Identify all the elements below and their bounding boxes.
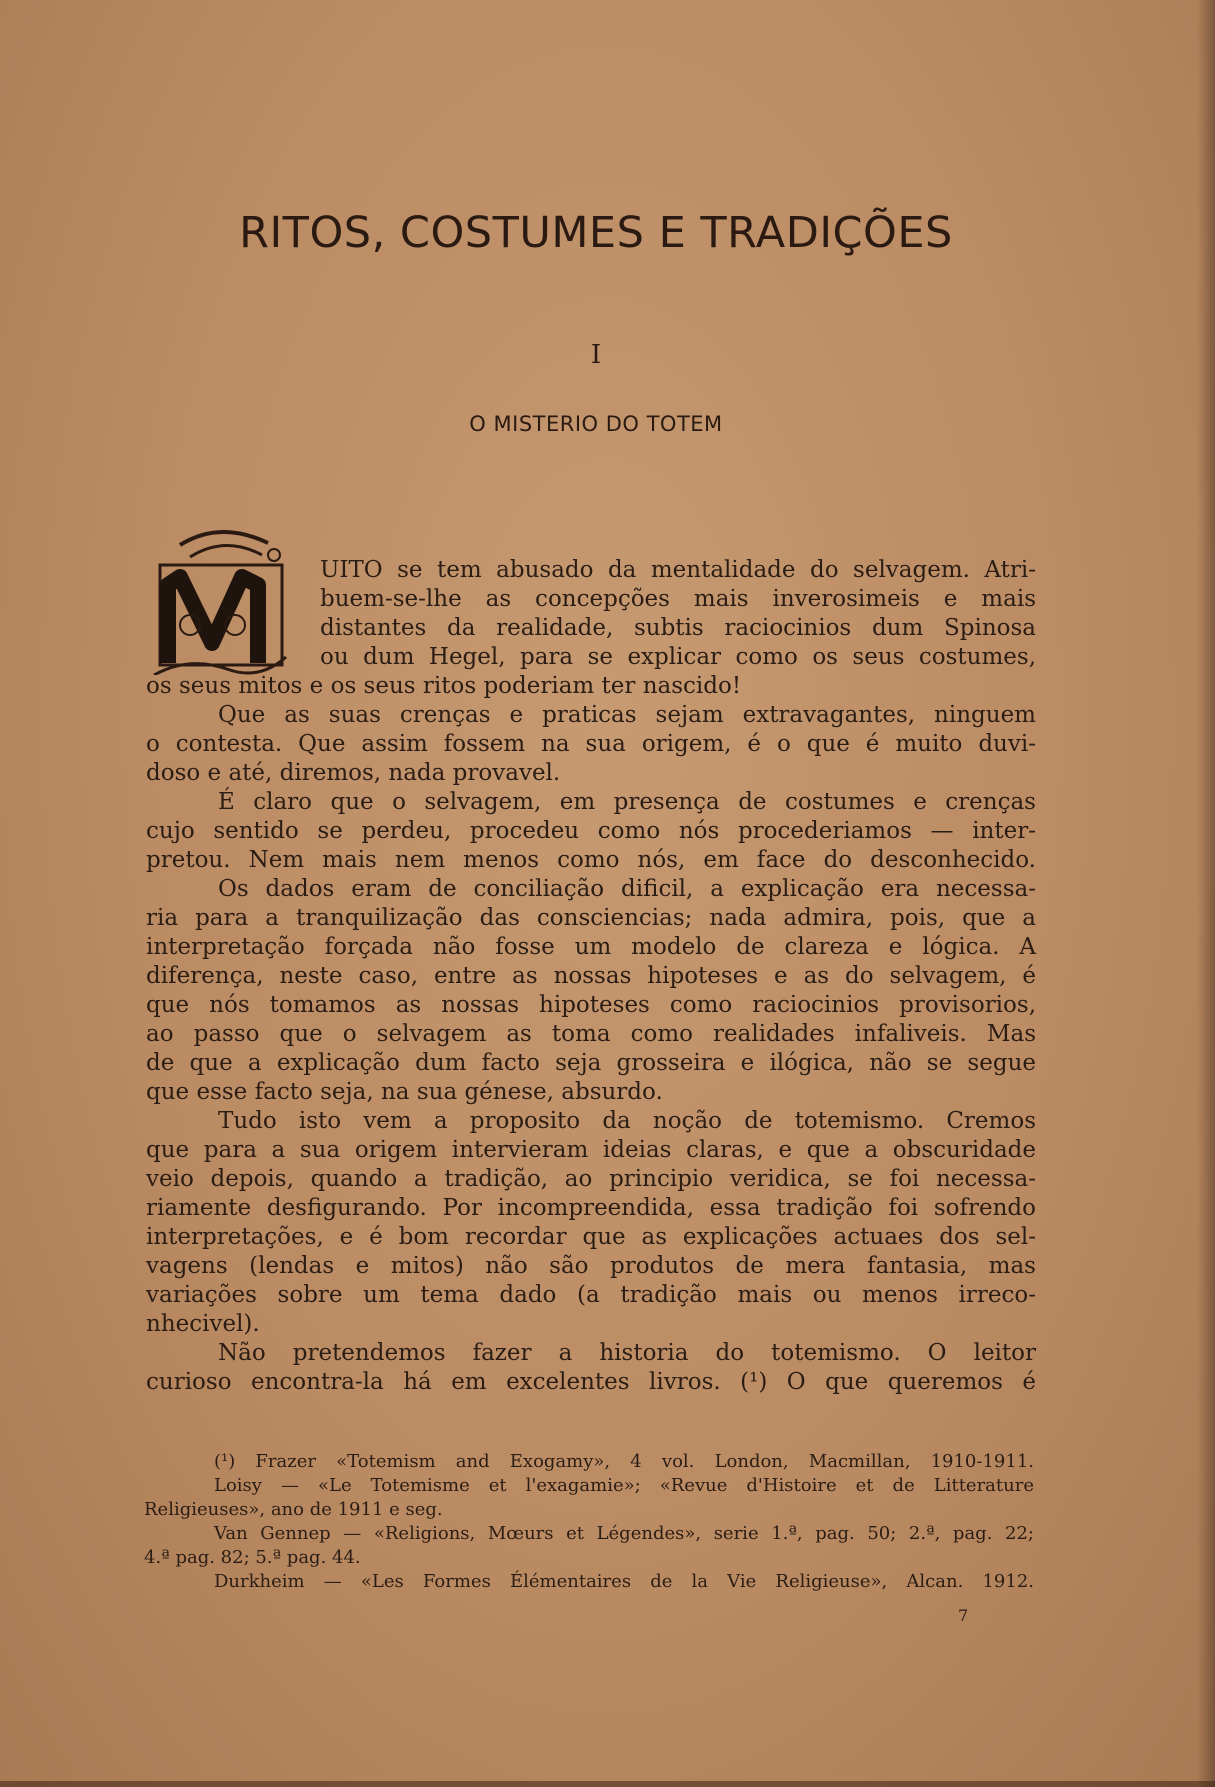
footnote-line: Religieuses», ano de 1911 e seg. [144,1499,443,1520]
body-line: veio depois, quando a tradição, ao principio veridica, se foi necessa- [146,1166,1036,1192]
body-text [146,556,1036,1397]
body-line: vagens (lendas e mitos) não são produtos de mera fantasia, mas [146,1253,1036,1279]
body-line: ao passo que o selvagem as toma como realidades infaliveis. Mas [146,1021,1036,1047]
page-number: 7 [958,1606,969,1625]
page-bottom-edge [0,1781,1215,1787]
page-title: RITOS, COSTUMES E TRADIÇÕES [239,208,953,258]
body-line: variações sobre um tema dado (a tradição mais ou menos irreco- [146,1282,1036,1308]
body-line: buem-se-lhe as concepções mais inverosimeis e mais [320,586,1036,612]
body-line: interpretações, e é bom recordar que as explicações actuaes dos sel- [146,1224,1036,1250]
footnote-line: (¹) Frazer «Totemism and Exogamy», 4 vol. London, Macmillan, 1910-1911. [214,1451,1034,1472]
body-line: ou dum Hegel, para se explicar como os seus costumes, [320,644,1036,670]
body-line: curioso encontra-la há em excelentes livros. (¹) O que queremos é [146,1369,1036,1395]
footnote-line: Loisy — «Le Totemisme et l'exagamie»; «Revue d'Histoire et de Litterature [214,1475,1034,1496]
body-line: Tudo isto vem a proposito da noção de totemismo. Cremos [218,1108,1036,1134]
body-line: que esse facto seja, na sua génese, absurdo. [146,1079,663,1105]
body-line: que nós tomamos as nossas hipoteses como raciocinios provisorios, [146,992,1036,1018]
body-line: riamente desfigurando. Por incompreendida, essa tradição foi sofrendo [146,1195,1036,1221]
body-line: diferença, neste caso, entre as nossas hipoteses e as do selvagem, é [146,963,1036,989]
body-line: Que as suas crenças e praticas sejam extravagantes, ninguem [218,702,1036,728]
body-line: nhecivel). [146,1311,260,1337]
footnotes [144,1450,1034,1594]
body-line: que para a sua origem intervieram ideias claras, e que a obscuridade [146,1137,1036,1163]
body-line: UITO se tem abusado da mentalidade do selvagem. Atri- [320,557,1036,583]
body-line: ria para a tranquilização das consciencias; nada admira, pois, que a [146,905,1036,931]
chapter-number: I [590,340,602,370]
body-line: interpretação forçada não fosse um modelo de clareza e lógica. A [146,934,1036,960]
body-line: Não pretendemos fazer a historia do totemismo. O leitor [218,1340,1036,1366]
body-line: Os dados eram de conciliação dificil, a explicação era necessa- [218,876,1036,902]
body-line: os seus mitos e os seus ritos poderiam ter nascido! [146,673,742,699]
page-edge-shadow [1197,0,1215,1787]
body-line: distantes da realidade, subtis raciocinios dum Spinosa [320,615,1036,641]
body-line: doso e até, diremos, nada provavel. [146,760,561,786]
footnote-line: 4.ª pag. 82; 5.ª pag. 44. [144,1547,361,1568]
body-line: pretou. Nem mais nem menos como nós, em face do desconhecido. [146,847,1036,873]
body-line: o contesta. Que assim fossem na sua origem, é o que é muito duvi- [146,731,1036,757]
footnote-line: Van Gennep — «Religions, Mœurs et Légendes», serie 1.ª, pag. 50; 2.ª, pag. 22; [214,1523,1034,1544]
body-line: cujo sentido se perdeu, procedeu como nós procederiamos — inter- [146,818,1036,844]
body-line: É claro que o selvagem, em presença de costumes e crenças [218,789,1036,815]
footnote-line: Durkheim — «Les Formes Élémentaires de la Vie Religieuse», Alcan. 1912. [214,1571,1034,1592]
chapter-title: O MISTERIO DO TOTEM [469,412,723,436]
body-line: de que a explicação dum facto seja grosseira e ilógica, não se segue [146,1050,1036,1076]
